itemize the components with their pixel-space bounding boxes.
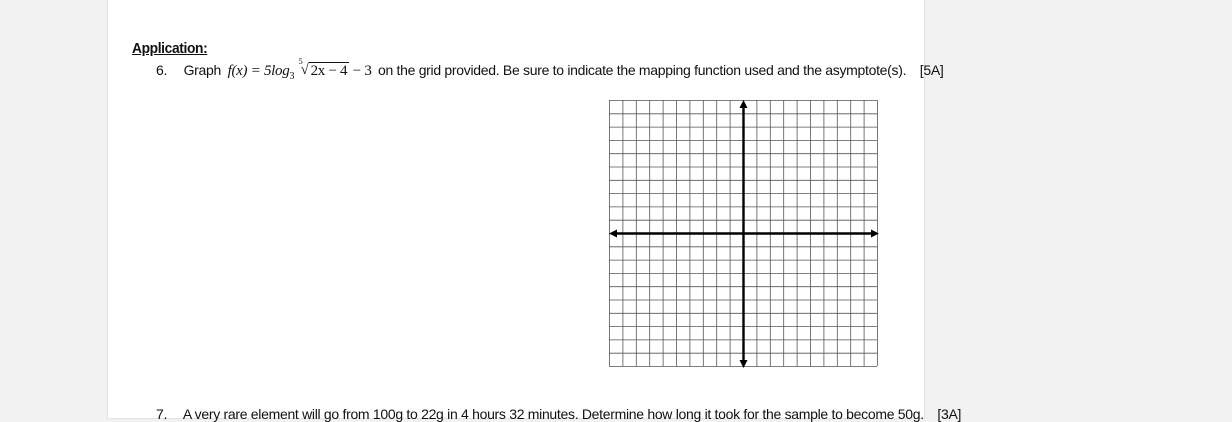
question-instructions: on the grid provided. Be sure to indicate the mapping function used and the asymptote(s).: [377, 62, 907, 78]
log-base: 3: [289, 71, 295, 82]
radical-sign-icon: √: [300, 62, 309, 78]
constant-term: − 3: [352, 63, 372, 79]
function-name: f(x) = 5: [227, 63, 272, 79]
root-index: 5: [298, 57, 303, 66]
question-6: [156, 57, 944, 82]
function-expression: [227, 57, 375, 82]
marks-badge: [3A]: [937, 406, 962, 422]
radicand: 2x − 4: [310, 63, 348, 79]
log-word: log: [271, 63, 290, 79]
question-number: 6.: [156, 62, 168, 78]
grid-svg: [609, 100, 881, 370]
coordinate-grid: [609, 100, 881, 370]
question-7: [156, 406, 961, 422]
question-number: 7.: [156, 406, 168, 422]
fifth-root: [298, 57, 350, 80]
y-axis-arrow-up-icon: [740, 100, 748, 108]
question-intro: Graph: [183, 62, 222, 78]
document-page: [108, 0, 962, 422]
marks-badge: [5A]: [919, 62, 944, 78]
x-axis-arrow-left-icon: [609, 230, 617, 238]
question-text: A very rare element will go from 100g to 22g in 4 hours 32 minutes. Determine how long it took for the sample to become 50g.: [182, 406, 924, 422]
section-heading: Application:: [132, 40, 208, 57]
